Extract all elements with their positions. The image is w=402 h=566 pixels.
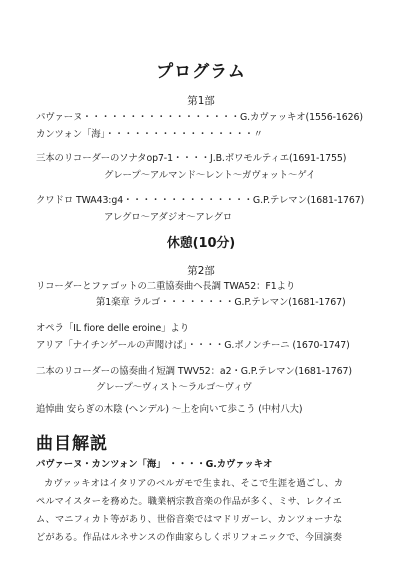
page-title: プログラム bbox=[156, 62, 246, 82]
program-movements: グレープ～ヴィスト～ラルゴ～ヴィヴ bbox=[96, 382, 252, 393]
program-line: アリア「ナイチンゲールの声聞けば」・・・・G.ボノンチーニ (1670-1747) bbox=[36, 340, 350, 351]
program-line: カンツォン「海」・・・・・・・・・・・・・・・・〃 bbox=[36, 129, 263, 140]
part1-heading: 第1部 bbox=[187, 95, 215, 107]
commentary-text: どがある。作品はルネサンスの作曲家らしくポリフォニックで、今回演奏 bbox=[36, 532, 343, 543]
program-line: オペラ「IL fiore delle eroine」より bbox=[36, 323, 189, 334]
program-movements: 第1楽章 ラルゴ・・・・・・・・G.P.テレマン(1681-1767) bbox=[96, 297, 346, 308]
commentary-text: ム、マニフィカト等があり、世俗音楽ではマドリガーレ、カンツォーナな bbox=[36, 514, 343, 525]
program-line: クワドロ TWA43:g4・・・・・・・・・・・・・・G.P.テレマン(1681-1767) bbox=[36, 195, 365, 206]
commentary-heading: 曲目解説 bbox=[36, 434, 108, 454]
program-line: パヴァーヌ・・・・・・・・・・・・・・・・・G.カヴァッキオ(1556-1626) bbox=[36, 112, 363, 123]
program-line: リコーダーとファゴットの二重協奏曲ヘ長調 TWA52：F1より bbox=[36, 281, 296, 292]
commentary-text: カヴァッキオはイタリアのベルガモで生まれ、そこで生涯を過ごし、カ bbox=[44, 478, 344, 489]
commentary-text: ペルマイスターを務めた。職業柄宗教音楽の作品が多く、ミサ、レクイエ bbox=[36, 496, 343, 507]
program-movements: グレープ～アルマンド～レント～ガヴォット～ゲイ bbox=[104, 170, 316, 181]
program-line: 二本のリコーダーの協奏曲イ短調 TWV52：a2・G.P.テレマン(1681-1767) bbox=[36, 366, 352, 377]
part2-heading: 第2部 bbox=[187, 265, 215, 277]
program-line: 追悼曲 安らぎの木陰 (ヘンデル) ～上を向いて歩こう (中村八大) bbox=[36, 404, 303, 415]
program-movements: アレグロ～アダジオ～アレグロ bbox=[104, 212, 233, 223]
commentary-subhead: パヴァーヌ・カンツォン「海」 ・・・・G.カヴァッキオ bbox=[36, 459, 273, 470]
program-line: 三本のリコーダーのソナタop7-1・・・・J.B.ボワモルティエ(1691-1755) bbox=[36, 153, 347, 164]
intermission-label: 休憩(10分) bbox=[166, 236, 236, 251]
